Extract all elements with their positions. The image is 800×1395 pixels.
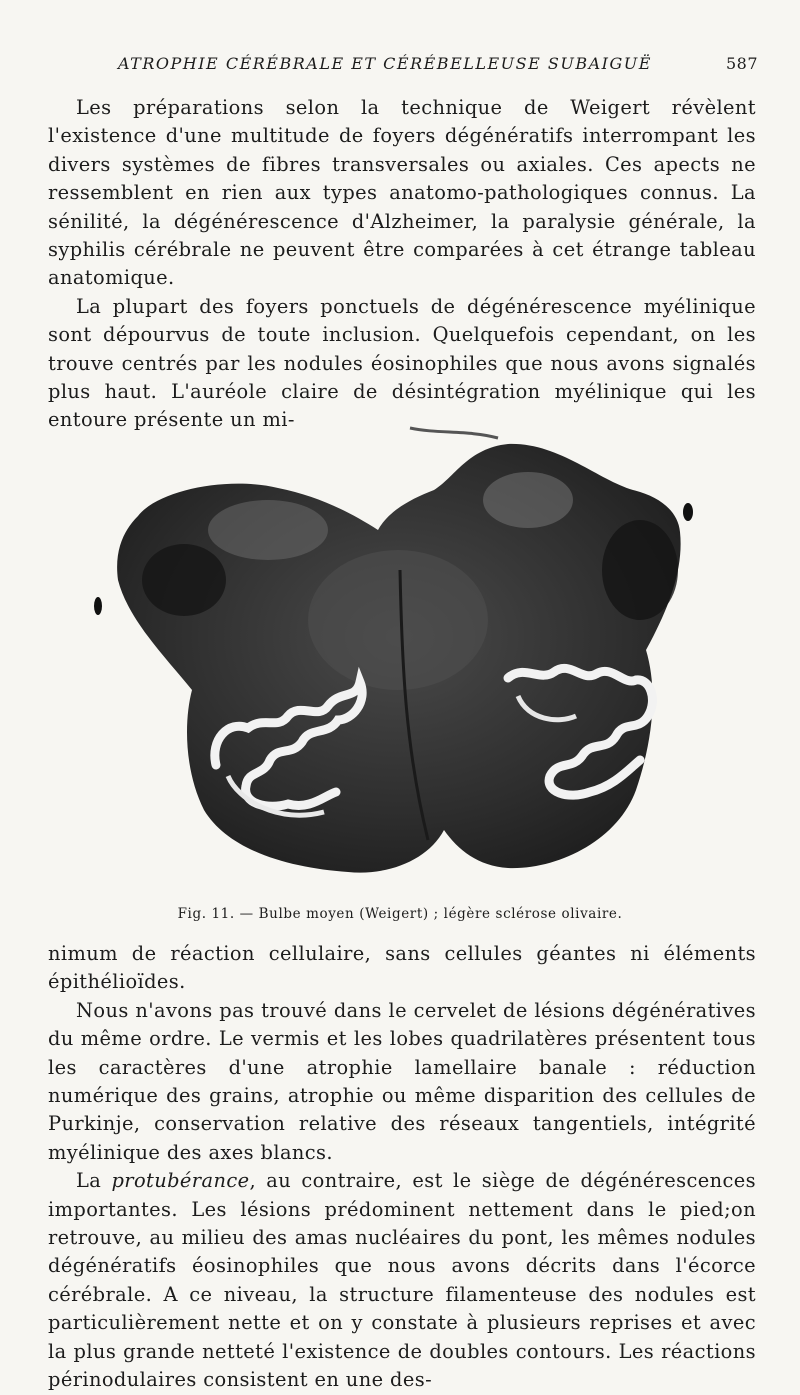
figure-caption: Fig. 11. — Bulbe moyen (Weigert) ; légère sclérose olivaire. [177,906,623,922]
running-head [118,54,758,73]
paragraph: La plupart des foyers ponctuels de dégénérescence myélinique sont dépourvus de toute inclusion. Quelquefois cependant, on les trouve centrés par les nodules éosinophiles que nous avons signalés plus haut. L'auréole claire de désintégration myélinique qui les entoure présente un mi- [48,294,756,432]
text-block-top [48,94,756,435]
text-block-bottom [48,940,756,1395]
paragraph [48,1167,756,1394]
paragraph: Nous n'avons pas trouvé dans le cervelet de lésions dégénératives du même ordre. Le vermis et les lobes quadrilatères présentent tous les caractères d'une atrophie lamellaire banale : réduction numérique des grains, atrophie ou même disparition des cellules de Purkinje, conservation relative des réseaux tangentiels, intégrité myélinique des axes blancs. [48,998,756,1164]
text-span: La [76,1169,112,1193]
running-title: ATROPHIE CÉRÉBRALE ET CÉRÉBELLEUSE SUBAIGUË [118,54,652,73]
page-number: 587 [725,54,758,73]
text-span: , au contraire, est le siège de dégénérescences importantes. Les lésions prédominent nettement dans le pied;on retrouve, au milieu des amas nucléaires du pont, les mêmes nodules dégénératifs éosinophiles que nous avons décrits dans l'écorce cérébrale. A ce niveau, la structure filamenteuse des nodules est particulièrement nette et on y constate à plusieurs reprises et avec la plus grande netteté l'existence de doubles contours. Les réactions périnodulaires consistent en une des- [48,1169,756,1392]
speck [683,503,693,521]
italic-term: protubérance [111,1169,250,1193]
brainstem-section-image [88,420,700,890]
speck [94,597,102,615]
paragraph: Les préparations selon la technique de Weigert révèlent l'existence d'une multitude de foyers dégénératifs interrompant les divers systèmes de fibres transversales ou axiales. Ces apects ne ressemblent en rien aux types anatomo-pathologiques connus. La sénilité, la dégénérescence d'Alzheimer, la paralysie générale, la syphilis cérébrale ne peuvent être comparées à cet étrange tableau anatomique. [48,96,756,290]
nerve-strand [410,428,498,438]
paragraph-continuation: nimum de réaction cellulaire, sans cellules géantes ni éléments épithélioïdes. [48,942,756,994]
figure-brainstem-section [88,420,700,890]
